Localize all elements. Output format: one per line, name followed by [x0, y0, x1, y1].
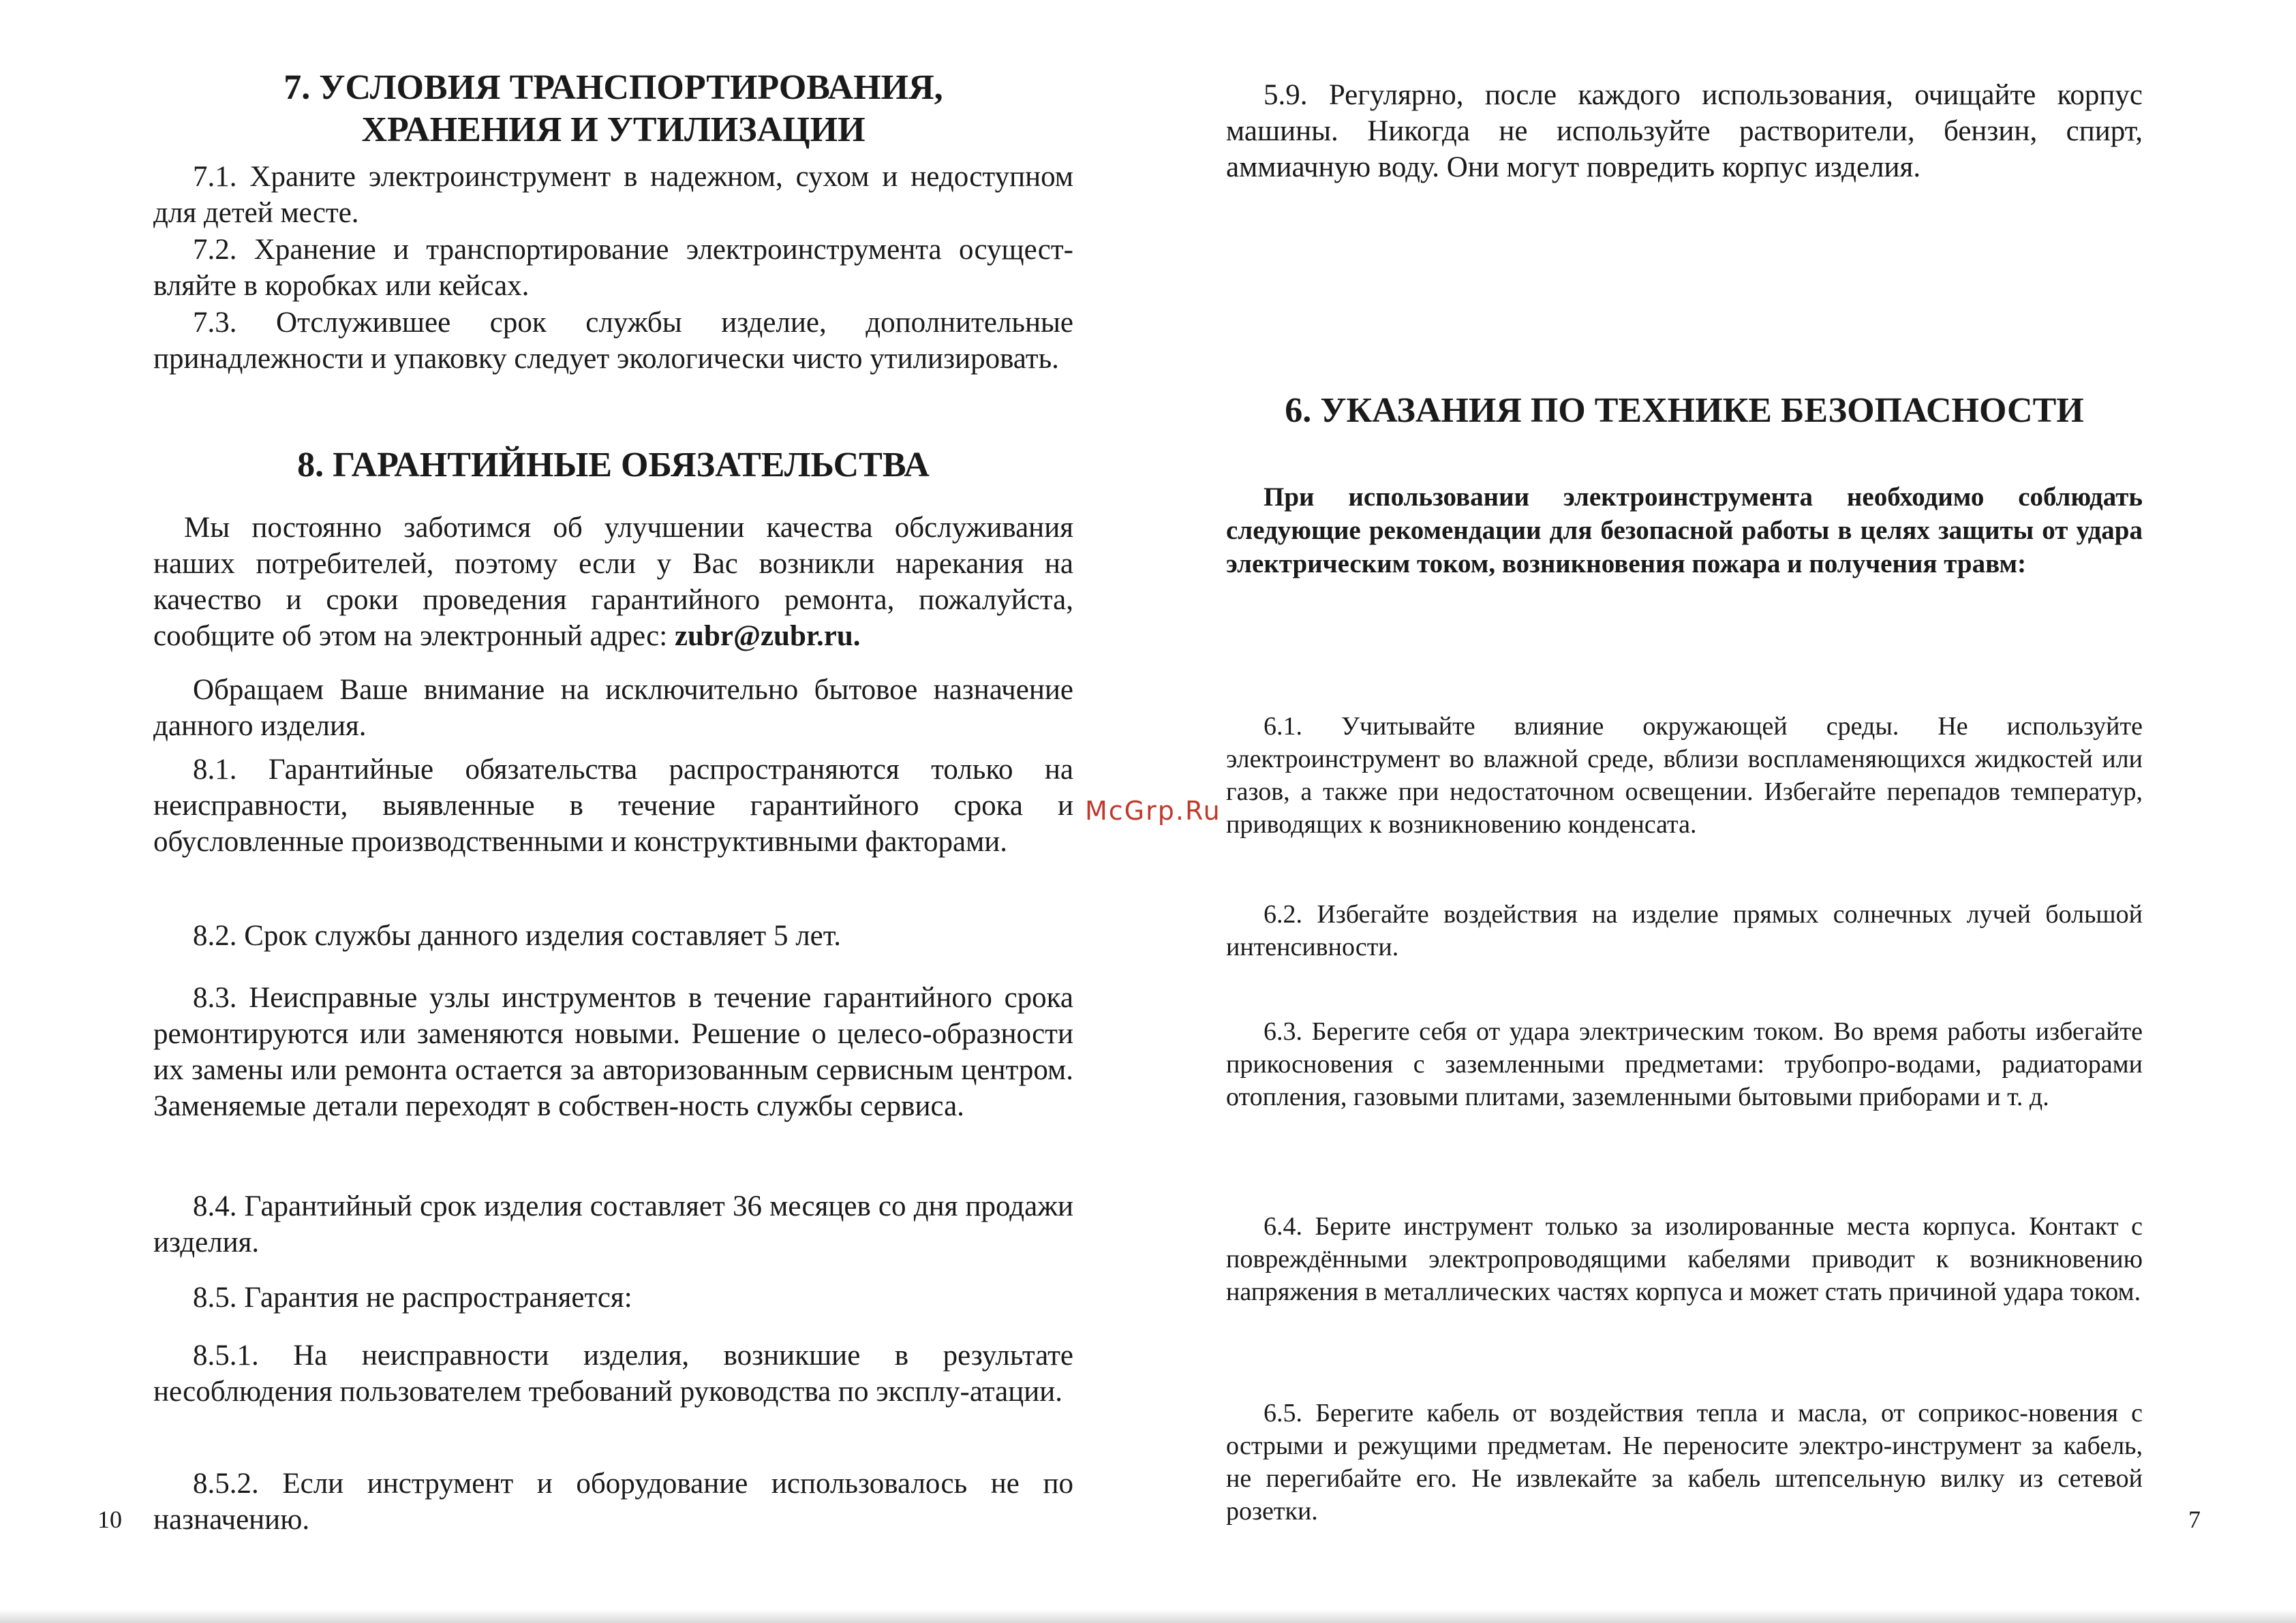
paragraph-6-4: 6.4. Берите инструмент только за изолированные места корпуса. Контакт с повреждёнными электропроводящими кабелями приводит к возникновению напряжения в металлических частях корпуса и может стать причиной удара током. [1226, 1212, 2143, 1306]
email-address: zubr@zubr.ru. [674, 620, 861, 652]
paragraph-8-notice: Обращаем Ваше внимание на исключительно бытовое назначение данного изделия. [153, 674, 1073, 742]
paragraph-6-2: 6.2. Избегайте воздействия на изделие прямых солнечных лучей большой интенсивности. [1226, 900, 2143, 961]
right-page [1148, 0, 2296, 1623]
paragraph-8-4: 8.4. Гарантийный срок изделия составляет 36 месяцев со дня продажи изделия. [153, 1190, 1073, 1258]
paragraph-8-2: 8.2. Срок службы данного изделия составляет 5 лет. [193, 920, 842, 952]
paragraph-7-2: 7.2. Хранение и транспортирование электроинструмента осущест-вляйте в коробках или кейсах. [153, 234, 1073, 302]
section6-title: 6. УКАЗАНИЯ ПО ТЕХНИКЕ БЕЗОПАСНОСТИ [1285, 391, 2084, 430]
section7-title-line2: ХРАНЕНИЯ И УТИЛИЗАЦИИ [361, 110, 866, 149]
paragraph-8-5: 8.5. Гарантия не распространяется: [193, 1282, 632, 1314]
paragraph-8-intro [153, 510, 1073, 654]
paragraph-5-9: 5.9. Регулярно, после каждого использования, очищайте корпус машины. Никогда не используйте растворители, бензин, спирт, аммиачную воду. Они могут повредить корпус изделия. [1226, 79, 2143, 183]
paragraph-7-3: 7.3. Отслужившее срок службы изделие, дополнительные принадлежности и упаковку следует экологически чисто утилизировать. [153, 307, 1073, 375]
paragraph-8-5-1: 8.5.1. На неисправности изделия, возникшие в результате несоблюдения пользователем требований руководства по эксплу-атации. [153, 1340, 1073, 1408]
paragraph-6-1: 6.1. Учитывайте влияние окружающей среды. Не используйте электроинструмент во влажной среде, вблизи воспламеняющихся жидкостей или газов, а также при недостаточном освещении. Избегайте перепадов температур, приводящих к возникновению конденсата. [1226, 712, 2143, 839]
section7-title-line1: 7. УСЛОВИЯ ТРАНСПОРТИРОВАНИЯ, [284, 68, 943, 107]
page-number-left: 10 [97, 1506, 122, 1533]
watermark: McGrp.Ru [1085, 796, 1221, 826]
page-number-right: 7 [2188, 1506, 2201, 1533]
paragraph-6-5: 6.5. Берегите кабель от воздействия тепла и масла, от соприкос-новения с острыми и режущими предметам. Не переносите электро-инструмент за кабель, не перегибайте его. Не извлекайте за кабель штепсельную вилку из сетевой розетки. [1226, 1399, 2143, 1526]
paragraph-6-3: 6.3. Берегите себя от удара электрическим током. Во время работы избегайте прикосновения с заземленными предметами: трубопро-водами, радиаторами отопления, газовыми плитами, заземленными бытовыми приборами и т. д. [1226, 1017, 2143, 1111]
paragraph-7-1: 7.1. Храните электроинструмент в надежном, сухом и недоступном для детей месте. [153, 161, 1073, 229]
bottom-edge [0, 1609, 2296, 1623]
paragraph-8-3: 8.3. Неисправные узлы инструментов в течение гарантийного срока ремонтируются или заменяются новыми. Решение о целесо-образности их замены или ремонта остается за авторизованным сервисным центром. Заменяемые детали переходят в собствен-ность службы сервиса. [153, 982, 1073, 1122]
section8-title: 8. ГАРАНТИЙНЫЕ ОБЯЗАТЕЛЬСТВА [297, 446, 930, 484]
paragraph-8-1: 8.1. Гарантийные обязательства распространяются только на неисправности, выявленные в течение гарантийного срока и обусловленные производственными и конструктивными факторами. [153, 754, 1073, 858]
intro-text: Мы постоянно заботимся об улучшении качества обслуживания наших потребителей, поэтому если у Вас возникли нарекания на качество и сроки проведения гарантийного ремонта, пожалуйста, сообщите об этом на электронный адрес: [153, 512, 1073, 652]
section6-lead: При использовании электроинструмента необходимо соблюдать следующие рекомендации для безопасной работы в целях защиты от удара электрическим током, возникновения пожара и получения травм: [1226, 482, 2143, 578]
paragraph-8-5-2: 8.5.2. Если инструмент и оборудование использовалось не по назначению. [153, 1468, 1073, 1536]
